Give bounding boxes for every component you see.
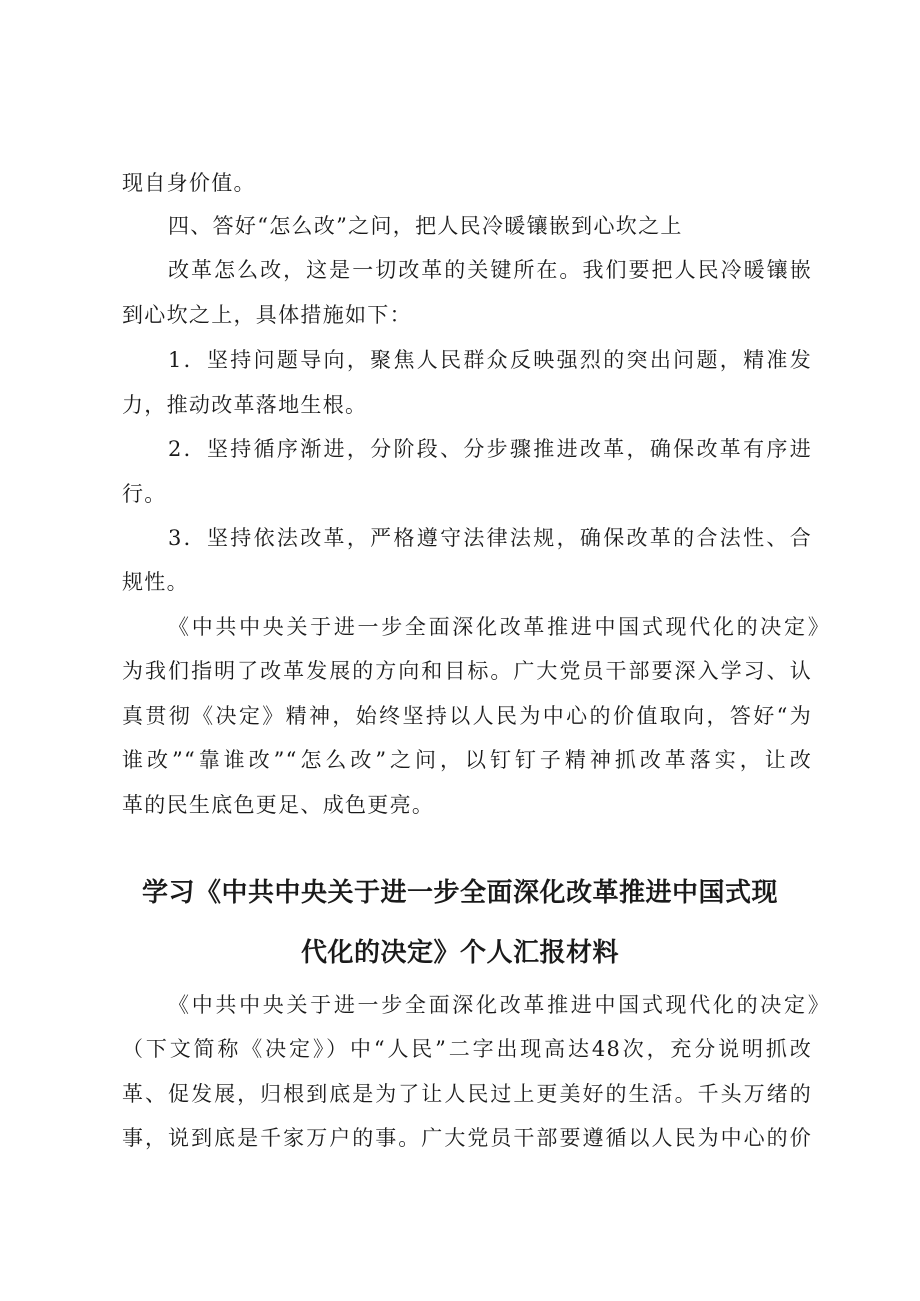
intro-tail: 现自身价值。: [122, 171, 256, 195]
measure-item: 1．坚持问题导向，聚焦人民群众反映强烈的突出问题，精准发: [168, 348, 812, 372]
measure-item: 2．坚持循序渐进，分阶段、分步骤推进改革，确保改革有序进: [168, 437, 812, 461]
section-heading: 四、答好“怎么改”之问，把人民冷暖镶嵌到心坎之上: [168, 214, 683, 238]
paragraph-line: 《中共中央关于进一步全面深化改革推进中国式现代化的决定》: [168, 615, 830, 639]
paragraph-line: 真贯彻《决定》精神，始终坚持以人民为中心的价值取向，答好“为: [122, 704, 812, 728]
measure-item: 3．坚持依法改革，严格遵守法律法规，确保改革的合法性、合: [168, 526, 812, 550]
paragraph-line: 革、促发展，归根到底是为了让人民过上更美好的生活。千头万绪的: [122, 1082, 812, 1106]
paragraph-line: 改革怎么改，这是一切改革的关键所在。我们要把人民冷暖镶嵌: [168, 258, 812, 282]
document-title: 学习《中共中央关于进一步全面深化改革推进中国式现: [141, 878, 778, 908]
paragraph-line: 到心坎之上，具体措施如下：: [122, 303, 412, 327]
measure-item: 行。: [122, 482, 167, 506]
paragraph-line: 谁改”“靠谁改”“怎么改”之问，以钉钉子精神抓改革落实，让改: [122, 748, 812, 772]
document-title: 代化的决定》个人汇报材料: [300, 938, 619, 968]
paragraph-line: 革的民生底色更足、成色更亮。: [122, 793, 435, 817]
paragraph-line: （下文简称《决定》）中“人民”二字出现高达48次，充分说明抓改: [122, 1037, 812, 1061]
paragraph-line: 《中共中央关于进一步全面深化改革推进中国式现代化的决定》: [168, 993, 830, 1017]
measure-item: 规性。: [122, 570, 189, 594]
paragraph-line: 为我们指明了改革发展的方向和目标。广大党员干部要深入学习、认: [122, 659, 812, 683]
paragraph-line: 事，说到底是千家万户的事。广大党员干部要遵循以人民为中心的价: [122, 1126, 812, 1150]
measure-item: 力，推动改革落地生根。: [122, 393, 368, 417]
